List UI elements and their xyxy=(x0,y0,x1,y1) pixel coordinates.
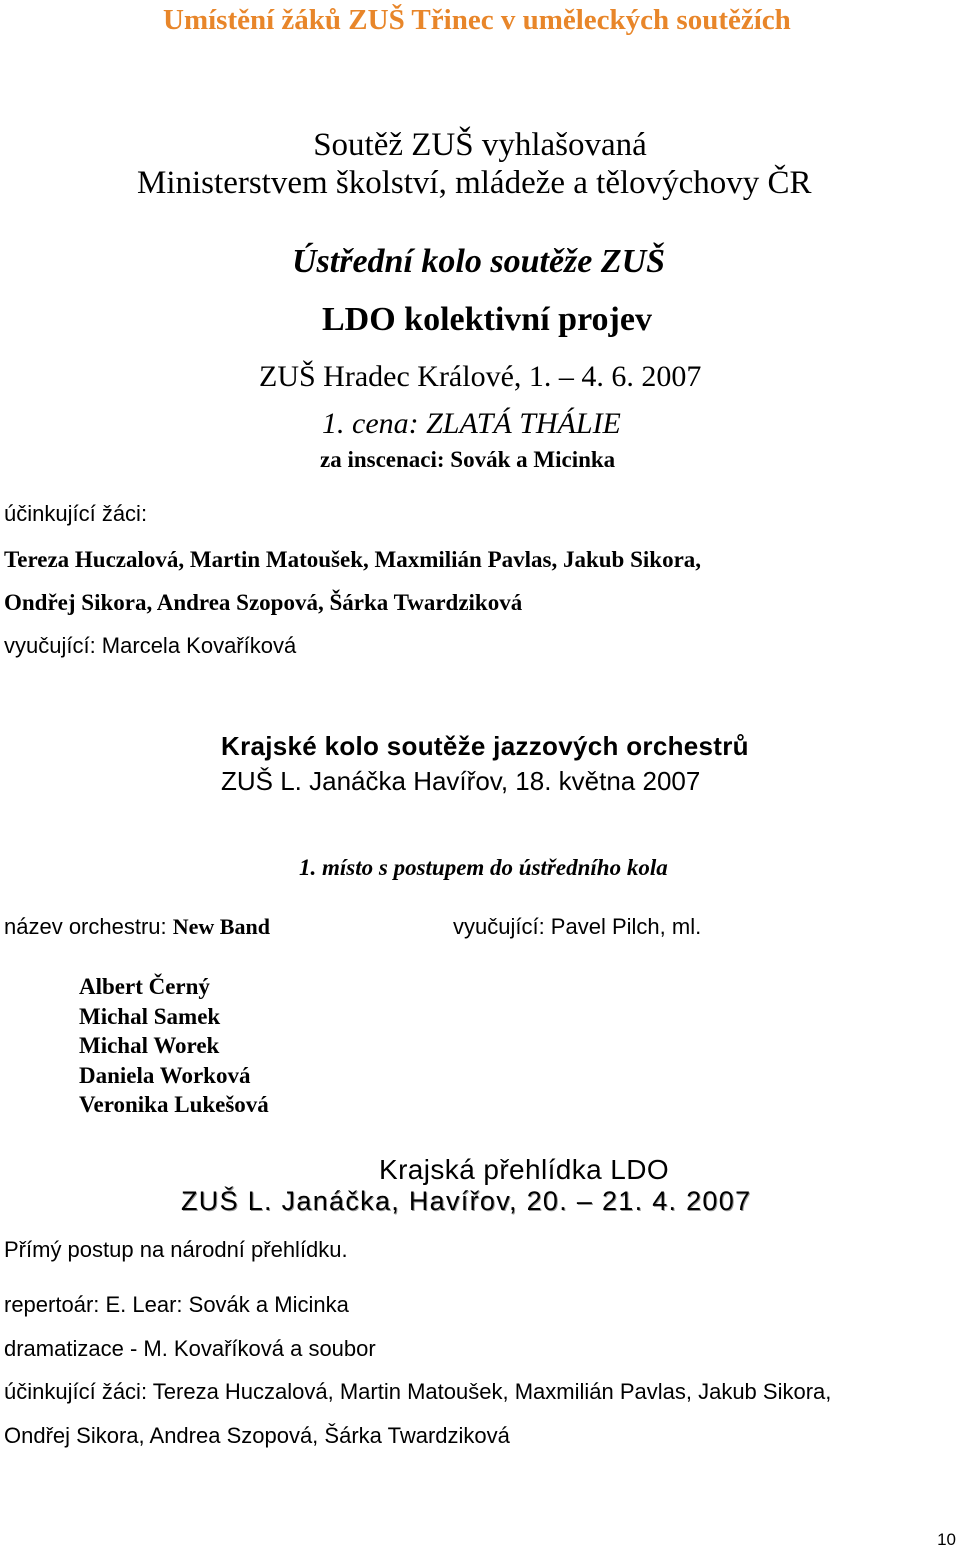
prize: 1. cena: ZLATÁ THÁLIE xyxy=(322,407,621,440)
repertoire: repertoár: E. Lear: Sovák a Micinka xyxy=(4,1292,349,1317)
regional-ldo-venue-date: ZUŠ L. Janáčka, Havířov, 20. – 21. 4. 2007 xyxy=(181,1186,752,1216)
regional-ldo-heading: Krajská přehlídka LDO xyxy=(379,1154,670,1185)
orchestra-name-row xyxy=(4,914,270,940)
play-title: za inscenaci: Sovák a Micinka xyxy=(320,447,616,472)
member-item: Veronika Lukešová xyxy=(79,1092,269,1117)
competition-announcement-line2: Ministerstvem školství, mládeže a tělovýchovy ČR xyxy=(137,165,812,201)
jazz-venue-date: ZUŠ L. Janáčka Havířov, 18. května 2007 xyxy=(221,766,701,796)
orchestra-name: New Band xyxy=(172,914,270,939)
orchestra-teacher: vyučující: Pavel Pilch, ml. xyxy=(453,914,702,939)
page-number: 10 xyxy=(937,1530,956,1549)
jazz-round-heading: Krajské kolo soutěže jazzových orchestrů xyxy=(221,731,749,761)
players-list-line2: Ondřej Sikora, Andrea Szopová, Šárka Twardziková xyxy=(4,590,523,615)
page-title: Umístění žáků ZUŠ Třinec v uměleckých soutěžích xyxy=(163,4,791,36)
orchestra-label: název orchestru: xyxy=(4,914,173,939)
category-heading: LDO kolektivní projev xyxy=(322,301,652,338)
member-item: Michal Worek xyxy=(79,1033,220,1058)
players-label: účinkující žáci: xyxy=(4,501,148,526)
member-item: Daniela Worková xyxy=(79,1062,251,1088)
ldo-players-line2: Ondřej Sikora, Andrea Szopová, Šárka Twardziková xyxy=(4,1423,510,1448)
players-list-line1: Tereza Huczalová, Martin Matoušek, Maxmilián Pavlas, Jakub Sikora, xyxy=(4,547,702,572)
ldo-players-line1: účinkující žáci: Tereza Huczalová, Martin Matoušek, Maxmilián Pavlas, Jakub Sikora, xyxy=(4,1379,832,1404)
direct-advance-note: Přímý postup na národní přehlídku. xyxy=(4,1237,348,1262)
member-item: Michal Samek xyxy=(79,1003,221,1029)
member-item: Albert Černý xyxy=(79,974,210,999)
orchestra-members xyxy=(79,972,269,1120)
central-round-heading: Ústřední kolo soutěže ZUŠ xyxy=(292,243,666,280)
venue-date: ZUŠ Hradec Králové, 1. – 4. 6. 2007 xyxy=(259,360,702,393)
competition-announcement-line1: Soutěž ZUŠ vyhlašovaná xyxy=(313,127,647,163)
teacher: vyučující: Marcela Kovaříková xyxy=(4,633,297,658)
placement: 1. místo s postupem do ústředního kola xyxy=(299,855,668,880)
dramatization: dramatizace - M. Kovaříková a soubor xyxy=(4,1336,376,1361)
